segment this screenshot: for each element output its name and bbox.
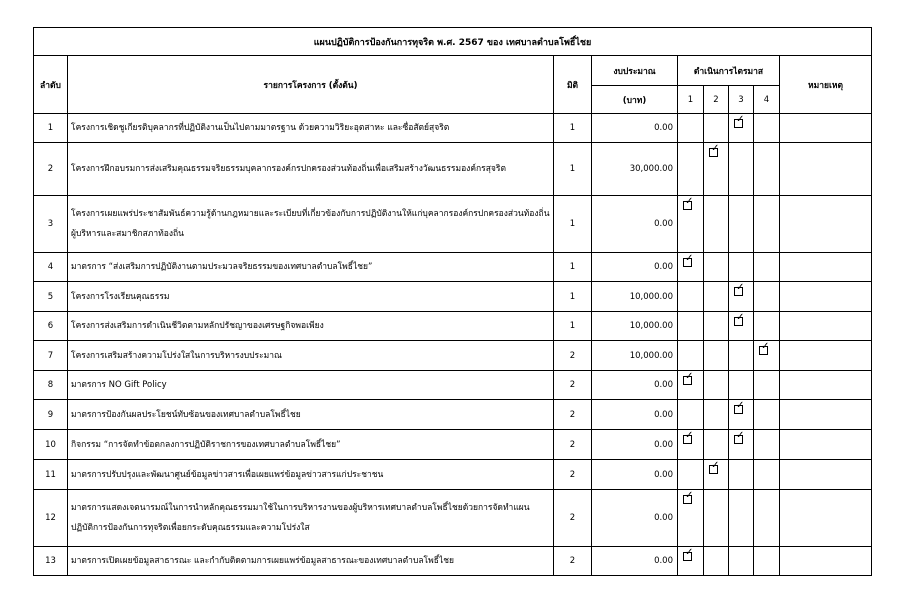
project-name: โครงการเชิดชูเกียรติบุคลากรที่ปฏิบัติงานเป็นไปตามมาตรฐาน ด้วยความวิริยะอุตสาหะ และซื่อสัตย์สุจริต: [68, 114, 554, 143]
quarter-1-cell: [678, 547, 704, 576]
project-name: มาตรการเปิดเผยข้อมูลสาธารณะ และกำกับติดตามการเผยแพร่ข้อมูลสาธารณะของเทศบาลตำบลโพธิ์ไชย: [68, 547, 554, 576]
quarter-1-cell: [678, 312, 704, 341]
quarter-2-cell: [704, 196, 729, 253]
row-number: 13: [34, 547, 68, 576]
row-number: 2: [34, 143, 68, 196]
header-dimension: มิติ: [554, 56, 592, 114]
check-mark-icon: ✓: [685, 430, 694, 441]
remark-cell: [780, 371, 872, 400]
header-order: ลำดับ: [34, 56, 68, 114]
project-name: มาตรการ “ส่งเสริมการปฏิบัติงานตามประมวลจริยธรรมของเทศบาลตำบลโพธิ์ไชย”: [68, 253, 554, 282]
project-name: โครงการเผยแพร่ประชาสัมพันธ์ความรู้ด้านกฎหมายและระเบียบที่เกี่ยวข้องกับการปฏิบัติงานให้แก่บุคลากรองค์กรปกครองส่วนท้องถิ่น ผู้บริหารและสมาชิกสภาท้องถิ่น: [68, 196, 554, 253]
quarter-2-cell: [704, 490, 729, 547]
remark-cell: [780, 114, 872, 143]
check-mark-icon: ✓: [685, 547, 694, 558]
plan-table: [33, 27, 872, 576]
dimension-value: 2: [554, 460, 592, 490]
budget-value: 0.00: [592, 490, 678, 547]
budget-value: 10,000.00: [592, 341, 678, 371]
check-mark-icon: ✓: [685, 253, 694, 264]
quarter-3-cell: [729, 371, 754, 400]
remark-cell: [780, 196, 872, 253]
table-row: [34, 196, 872, 253]
quarter-3-cell: [729, 312, 754, 341]
checkbox-checked-icon: [709, 460, 720, 474]
quarter-3-cell: [729, 282, 754, 312]
budget-value: 0.00: [592, 114, 678, 143]
dimension-value: 1: [554, 114, 592, 143]
table-row: [34, 143, 872, 196]
dimension-value: 2: [554, 371, 592, 400]
budget-value: 0.00: [592, 547, 678, 576]
quarter-4-cell: [754, 490, 780, 547]
quarter-1-cell: [678, 143, 704, 196]
header-quarter: ดำเนินการไตรมาส: [678, 56, 780, 86]
header-q1: 1: [678, 86, 704, 114]
quarter-3-cell: [729, 400, 754, 430]
project-name: โครงการโรงเรียนคุณธรรม: [68, 282, 554, 312]
header-remark: หมายเหตุ: [780, 56, 872, 114]
checkbox-checked-icon: [683, 196, 694, 210]
budget-value: 0.00: [592, 371, 678, 400]
dimension-value: 1: [554, 253, 592, 282]
quarter-2-cell: [704, 114, 729, 143]
table-row: [34, 282, 872, 312]
quarter-3-cell: [729, 547, 754, 576]
project-name: มาตรการป้องกันผลประโยชน์ทับซ้อนของเทศบาลตำบลโพธิ์ไชย: [68, 400, 554, 430]
checkbox-checked-icon: [734, 400, 745, 414]
check-mark-icon: ✓: [736, 282, 745, 293]
quarter-1-cell: [678, 371, 704, 400]
row-number: 4: [34, 253, 68, 282]
quarter-3-cell: [729, 430, 754, 460]
remark-cell: [780, 282, 872, 312]
remark-cell: [780, 312, 872, 341]
dimension-value: 2: [554, 430, 592, 460]
project-name: มาตรการปรับปรุงและพัฒนาศูนย์ข้อมูลข่าวสารเพื่อเผยแพร่ข้อมูลข่าวสารแก่ประชาชน: [68, 460, 554, 490]
table-body: [34, 114, 872, 576]
header-budget: งบประมาณ: [592, 56, 678, 86]
quarter-3-cell: [729, 196, 754, 253]
dimension-value: 2: [554, 400, 592, 430]
checkbox-checked-icon: [734, 430, 745, 444]
checkbox-checked-icon: [683, 253, 694, 267]
project-name: มาตรการแสดงเจตนารมณ์ในการนำหลักคุณธรรมมาใช้ในการบริหารงานของผู้บริหารเทศบาลตำบลโพธิ์ไชยด้วยการจัดทำแผนปฏิบัติการป้องกันการทุจริตเพื่อยกระดับคุณธรรมและความโปร่งใส: [68, 490, 554, 547]
dimension-value: 1: [554, 312, 592, 341]
table-row: [34, 371, 872, 400]
quarter-3-cell: [729, 143, 754, 196]
quarter-1-cell: [678, 341, 704, 371]
budget-value: 30,000.00: [592, 143, 678, 196]
budget-value: 0.00: [592, 196, 678, 253]
quarter-4-cell: [754, 460, 780, 490]
checkbox-checked-icon: [759, 341, 770, 355]
project-name: โครงการส่งเสริมการดำเนินชีวิตตามหลักปรัชญาของเศรษฐกิจพอเพียง: [68, 312, 554, 341]
quarter-3-cell: [729, 114, 754, 143]
table-row: [34, 253, 872, 282]
quarter-4-cell: [754, 400, 780, 430]
quarter-2-cell: [704, 143, 729, 196]
quarter-1-cell: [678, 282, 704, 312]
quarter-3-cell: [729, 253, 754, 282]
quarter-4-cell: [754, 430, 780, 460]
remark-cell: [780, 430, 872, 460]
checkbox-checked-icon: [683, 371, 694, 385]
remark-cell: [780, 460, 872, 490]
quarter-2-cell: [704, 460, 729, 490]
quarter-1-cell: [678, 253, 704, 282]
row-number: 7: [34, 341, 68, 371]
remark-cell: [780, 547, 872, 576]
check-mark-icon: ✓: [736, 430, 745, 441]
quarter-2-cell: [704, 282, 729, 312]
remark-cell: [780, 143, 872, 196]
dimension-value: 1: [554, 282, 592, 312]
checkbox-checked-icon: [734, 282, 745, 296]
quarter-4-cell: [754, 341, 780, 371]
dimension-value: 2: [554, 490, 592, 547]
dimension-value: 1: [554, 143, 592, 196]
budget-value: 0.00: [592, 460, 678, 490]
quarter-3-cell: [729, 490, 754, 547]
table-row: [34, 341, 872, 371]
row-number: 8: [34, 371, 68, 400]
check-mark-icon: ✓: [736, 400, 745, 411]
header-project: รายการโครงการ (ตั้งต้น): [68, 56, 554, 114]
row-number: 9: [34, 400, 68, 430]
quarter-4-cell: [754, 143, 780, 196]
quarter-4-cell: [754, 253, 780, 282]
row-number: 10: [34, 430, 68, 460]
quarter-4-cell: [754, 312, 780, 341]
quarter-2-cell: [704, 312, 729, 341]
table-row: [34, 114, 872, 143]
quarter-3-cell: [729, 460, 754, 490]
quarter-1-cell: [678, 114, 704, 143]
quarter-2-cell: [704, 547, 729, 576]
checkbox-checked-icon: [734, 114, 745, 128]
quarter-4-cell: [754, 547, 780, 576]
quarter-1-cell: [678, 430, 704, 460]
budget-value: 0.00: [592, 430, 678, 460]
quarter-2-cell: [704, 341, 729, 371]
dimension-value: 2: [554, 341, 592, 371]
table-row: [34, 490, 872, 547]
quarter-1-cell: [678, 460, 704, 490]
quarter-4-cell: [754, 114, 780, 143]
budget-value: 0.00: [592, 400, 678, 430]
table-row: [34, 312, 872, 341]
check-mark-icon: ✓: [711, 460, 720, 471]
budget-value: 0.00: [592, 253, 678, 282]
project-name: โครงการฝึกอบรมการส่งเสริมคุณธรรมจริยธรรมบุคลากรองค์กรปกครองส่วนท้องถิ่นเพื่อเสริมสร้างวัฒนธรรมองค์กรสุจริต: [68, 143, 554, 196]
dimension-value: 1: [554, 196, 592, 253]
check-mark-icon: ✓: [685, 371, 694, 382]
quarter-3-cell: [729, 341, 754, 371]
row-number: 1: [34, 114, 68, 143]
quarter-2-cell: [704, 430, 729, 460]
quarter-4-cell: [754, 196, 780, 253]
project-name: มาตรการ NO Gift Policy: [68, 371, 554, 400]
row-number: 6: [34, 312, 68, 341]
check-mark-icon: ✓: [736, 114, 745, 125]
row-number: 11: [34, 460, 68, 490]
remark-cell: [780, 341, 872, 371]
checkbox-checked-icon: [709, 143, 720, 157]
quarter-1-cell: [678, 490, 704, 547]
row-number: 3: [34, 196, 68, 253]
table-title: แผนปฏิบัติการป้องกันการทุจริต พ.ศ. 2567 ของ เทศบาลตำบลโพธิ์ไชย: [34, 28, 872, 56]
project-name: กิจกรรม “การจัดทำข้อตกลงการปฏิบัติราชการของเทศบาลตำบลโพธิ์ไชย”: [68, 430, 554, 460]
checkbox-checked-icon: [734, 312, 745, 326]
remark-cell: [780, 400, 872, 430]
header-q3: 3: [729, 86, 754, 114]
quarter-1-cell: [678, 400, 704, 430]
quarter-2-cell: [704, 371, 729, 400]
check-mark-icon: ✓: [685, 490, 694, 501]
checkbox-checked-icon: [683, 547, 694, 561]
header-q4: 4: [754, 86, 780, 114]
project-name: โครงการเสริมสร้างความโปร่งใสในการบริหารงบประมาณ: [68, 341, 554, 371]
check-mark-icon: ✓: [736, 312, 745, 323]
check-mark-icon: ✓: [685, 196, 694, 207]
check-mark-icon: ✓: [761, 341, 770, 352]
quarter-2-cell: [704, 253, 729, 282]
check-mark-icon: ✓: [711, 143, 720, 154]
dimension-value: 2: [554, 547, 592, 576]
row-number: 5: [34, 282, 68, 312]
quarter-2-cell: [704, 400, 729, 430]
quarter-1-cell: [678, 196, 704, 253]
table-row: [34, 430, 872, 460]
quarter-4-cell: [754, 282, 780, 312]
header-q2: 2: [704, 86, 729, 114]
table-row: [34, 547, 872, 576]
budget-value: 10,000.00: [592, 282, 678, 312]
header-budget-unit: (บาท): [592, 86, 678, 114]
checkbox-checked-icon: [683, 430, 694, 444]
remark-cell: [780, 490, 872, 547]
row-number: 12: [34, 490, 68, 547]
checkbox-checked-icon: [683, 490, 694, 504]
quarter-4-cell: [754, 371, 780, 400]
budget-value: 10,000.00: [592, 312, 678, 341]
table-row: [34, 400, 872, 430]
table-row: [34, 460, 872, 490]
remark-cell: [780, 253, 872, 282]
